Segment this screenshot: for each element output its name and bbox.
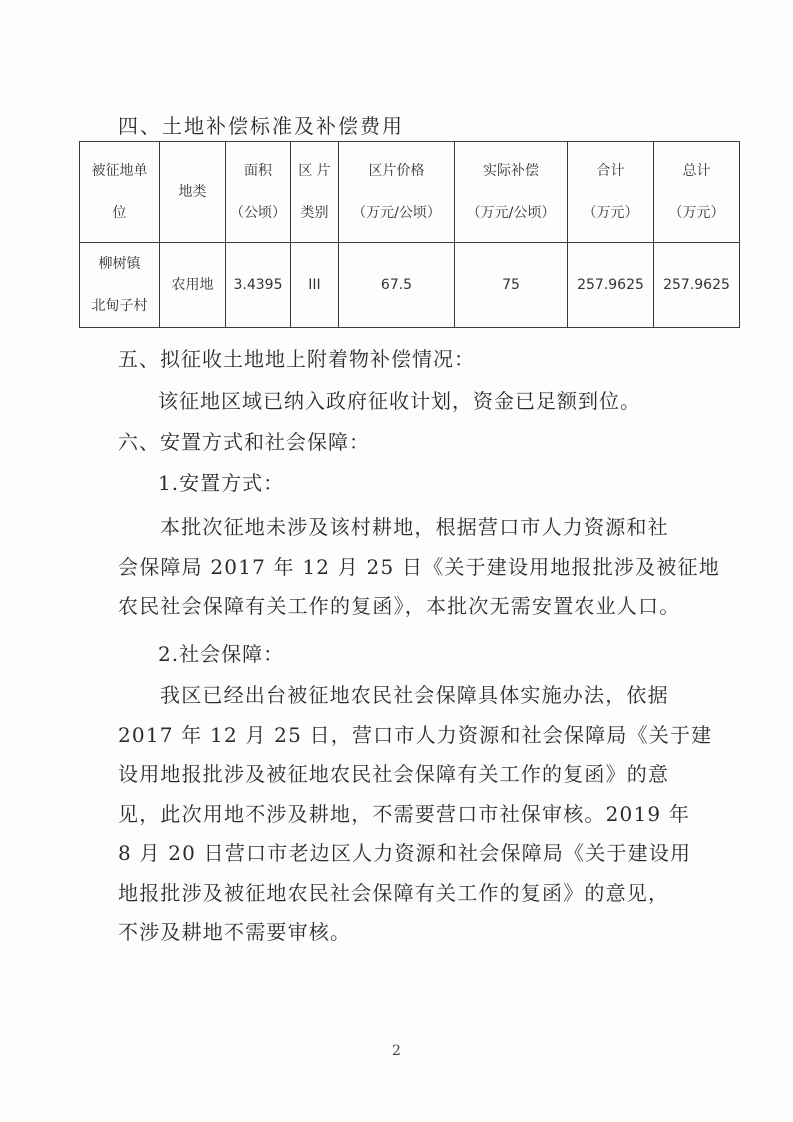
resettlement-paragraph bbox=[118, 508, 720, 627]
paragraph-line: 设用地报批涉及被征地农民社会保障有关工作的复函》的意 bbox=[118, 762, 670, 786]
table-header-row bbox=[80, 142, 740, 243]
paragraph-line: 地报批涉及被征地农民社会保障有关工作的复函》的意见， bbox=[118, 880, 670, 905]
cell-land-type: 农用地 bbox=[160, 243, 226, 328]
cell-unit: 柳树镇 北甸子村 bbox=[80, 243, 160, 328]
paragraph-line: 会保障局 2017 年 12 月 25 日《关于建设用地报批涉及被征地 bbox=[118, 554, 720, 579]
section-5-heading: 五、拟征收土地地上附着物补偿情况： bbox=[118, 347, 475, 371]
header-cell-subtotal: 合计 （万元） bbox=[568, 142, 654, 243]
social-security-paragraph bbox=[118, 676, 713, 953]
header-cell-land-type: 地类 bbox=[160, 142, 226, 243]
page-number: 2 bbox=[392, 1043, 401, 1059]
cell-area: 3.4395 bbox=[226, 243, 291, 328]
header-cell-zone: 区 片 类别 bbox=[291, 142, 339, 243]
table-row bbox=[80, 243, 740, 328]
section-4-heading: 四、土地补偿标准及补偿费用 bbox=[118, 114, 404, 138]
header-cell-actual-comp: 实际补偿 （万元/公顷） bbox=[455, 142, 568, 243]
paragraph-line: 本批次征地未涉及该村耕地，根据营口市人力资源和社 bbox=[160, 515, 669, 539]
header-cell-area: 面积 （公顷） bbox=[226, 142, 291, 243]
header-cell-unit: 被征地单 位 bbox=[80, 142, 160, 243]
paragraph-line: 2017 年 12 月 25 日，营口市人力资源和社会保障局《关于建 bbox=[118, 722, 713, 747]
section-6-heading: 六、安置方式和社会保障： bbox=[118, 430, 370, 454]
cell-zone-price: 67.5 bbox=[339, 243, 455, 328]
subsection-2-heading: 2.社会保障： bbox=[158, 642, 285, 666]
paragraph-line: 农民社会保障有关工作的复函》，本批次无需安置农业人口。 bbox=[118, 594, 681, 618]
section-5-text: 该征地区域已纳入政府征收计划，资金已足额到位。 bbox=[158, 389, 641, 413]
cell-actual-comp: 75 bbox=[455, 243, 568, 328]
header-cell-zone-price: 区片价格 （万元/公顷） bbox=[339, 142, 455, 243]
paragraph-line: 我区已经出台被征地农民社会保障具体实施办法，依据 bbox=[160, 683, 669, 707]
cell-subtotal: 257.9625 bbox=[568, 243, 654, 328]
cell-zone: III bbox=[291, 243, 339, 328]
subsection-1-heading: 1.安置方式： bbox=[158, 471, 285, 495]
paragraph-line: 8 月 20 日营口市老边区人力资源和社会保障局《关于建设用 bbox=[118, 841, 692, 865]
header-cell-total: 总计 （万元） bbox=[654, 142, 740, 243]
compensation-table bbox=[79, 141, 740, 328]
paragraph-line: 见，此次用地不涉及耕地，不需要营口市社保审核。2019 年 bbox=[118, 801, 691, 826]
paragraph-line: 不涉及耕地不需要审核。 bbox=[118, 920, 352, 944]
cell-total: 257.9625 bbox=[654, 243, 740, 328]
